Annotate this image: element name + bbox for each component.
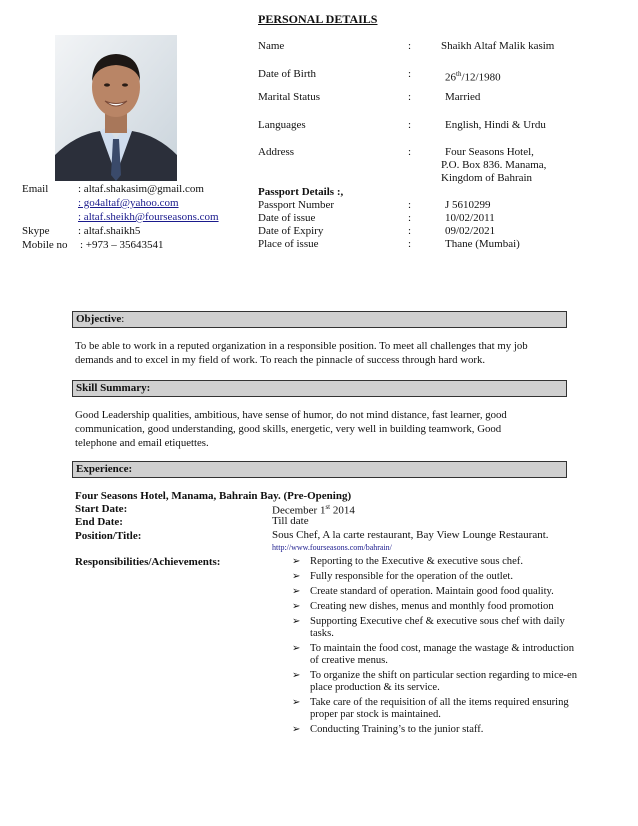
address-line-1: Four Seasons Hotel, [445,146,534,158]
personal-details-heading: PERSONAL DETAILS [258,12,378,26]
skill-summary-text: Good Leadership qualities, ambitious, have sense of humor, do not mind distance, fast learner, good communication, good understanding, good skills, energetic, very well in building teamwork, Good telephone and email etiquettes. [75,409,507,449]
objective-title: Objective [76,313,122,325]
end-date-label: End Date: [75,516,123,528]
list-item: ➢ Take care of the requisition of all the items required ensuring proper par stock is maintained. [292,697,569,720]
detail-value: English, Hindi & Urdu [445,119,546,131]
list-item: ➢ To maintain the food cost, manage the wastage & introduction of creative menus. [292,643,575,666]
detail-label: Address [258,146,295,158]
email-primary: : altaf.shakasim@gmail.com [78,183,204,195]
objective-colon: : [121,313,125,325]
email-yahoo-link[interactable]: : go4altaf@yahoo.com [78,197,179,209]
passport-value: 09/02/2021 [445,225,496,237]
list-item: ➢ Supporting Executive chef & executive sous chef with daily tasks. [292,616,565,639]
email-fourseasons-link[interactable]: : altaf.sheikh@fourseasons.com [78,211,219,223]
detail-colon: : [408,68,412,80]
position-label: Position/Title: [75,530,142,542]
skype-value: : altaf.shaikh5 [78,225,141,237]
passport-value: J 5610299 [445,199,491,211]
responsibilities-label: Responsibilities/Achievements: [75,556,221,568]
list-item: ➢ To organize the shift on particular section regarding to mice-en place production & its service. [292,670,578,693]
portrait-image [55,35,177,181]
detail-label: Date of Birth [258,68,317,80]
arrow-bullet-icon: ➢ [292,586,301,597]
responsibilities-list [290,556,580,739]
passport-label: Place of issue [258,238,319,250]
passport-label: Passport Number [258,199,335,211]
email-label: Email [22,183,49,195]
start-date-value: December 1st 2014 [272,503,355,517]
arrow-bullet-icon: ➢ [292,670,301,681]
skype-label: Skype [22,225,50,237]
detail-colon: : [408,212,412,224]
list-item: ➢ Creating new dishes, menus and monthly food promotion [292,601,554,612]
passport-label: Date of Expiry [258,225,324,237]
list-item: ➢ Create standard of operation. Maintain good food quality. [292,586,554,597]
arrow-bullet-icon: ➢ [292,571,301,582]
detail-label: Marital Status [258,91,321,103]
mobile-value: : +973 – 35643541 [80,239,164,251]
company-url-link[interactable]: http://www.fourseasons.com/bahrain/ [272,543,392,552]
detail-label: Name [258,40,285,52]
end-date-value: Till date [272,515,309,527]
list-item: ➢ Fully responsible for the operation of the outlet. [292,571,514,582]
skill-summary-bar: Skill Summary: [72,380,567,397]
detail-value: 26th/12/1980 [445,70,501,84]
arrow-bullet-icon: ➢ [292,724,301,735]
address-line-3: Kingdom of Bahrain [441,172,533,184]
company-name: Four Seasons Hotel, Manama, Bahrain Bay. (Pre-Opening) [75,490,352,502]
detail-colon: : [408,91,412,103]
objective-bar [72,311,567,328]
address-line-2: P.O. Box 836. Manama, [441,159,547,171]
list-item: ➢ Conducting Training’s to the junior staff. [292,724,484,735]
position-value: Sous Chef, A la carte restaurant, Bay View Lounge Restaurant. [272,529,549,541]
detail-value: Shaikh Altaf Malik kasim [441,40,555,52]
detail-colon: : [408,238,412,250]
detail-colon: : [408,119,412,131]
arrow-bullet-icon: ➢ [292,556,301,567]
profile-photo [55,35,177,181]
passport-value: Thane (Mumbai) [445,238,520,250]
passport-value: 10/02/2011 [445,212,495,224]
detail-label: Languages [258,119,306,131]
arrow-bullet-icon: ➢ [292,616,301,627]
detail-colon: : [408,199,412,211]
objective-text: To be able to work in a reputed organization in a responsible position. To meet all challenges that my job demands and to excel in my field of work. To reach the pinnacle of success through hard work. [75,340,528,366]
detail-colon: : [408,146,412,158]
detail-value: Married [445,91,481,103]
arrow-bullet-icon: ➢ [292,643,301,654]
passport-label: Date of issue [258,212,316,224]
detail-colon: : [408,225,412,237]
detail-colon: : [408,40,412,52]
arrow-bullet-icon: ➢ [292,697,301,708]
passport-heading: Passport Details :, [258,186,344,198]
mobile-label: Mobile no [22,239,68,251]
start-date-label: Start Date: [75,503,128,515]
arrow-bullet-icon: ➢ [292,601,301,612]
experience-bar: Experience: [72,461,567,478]
list-item: ➢ Reporting to the Executive & executive sous chef. [292,556,523,567]
